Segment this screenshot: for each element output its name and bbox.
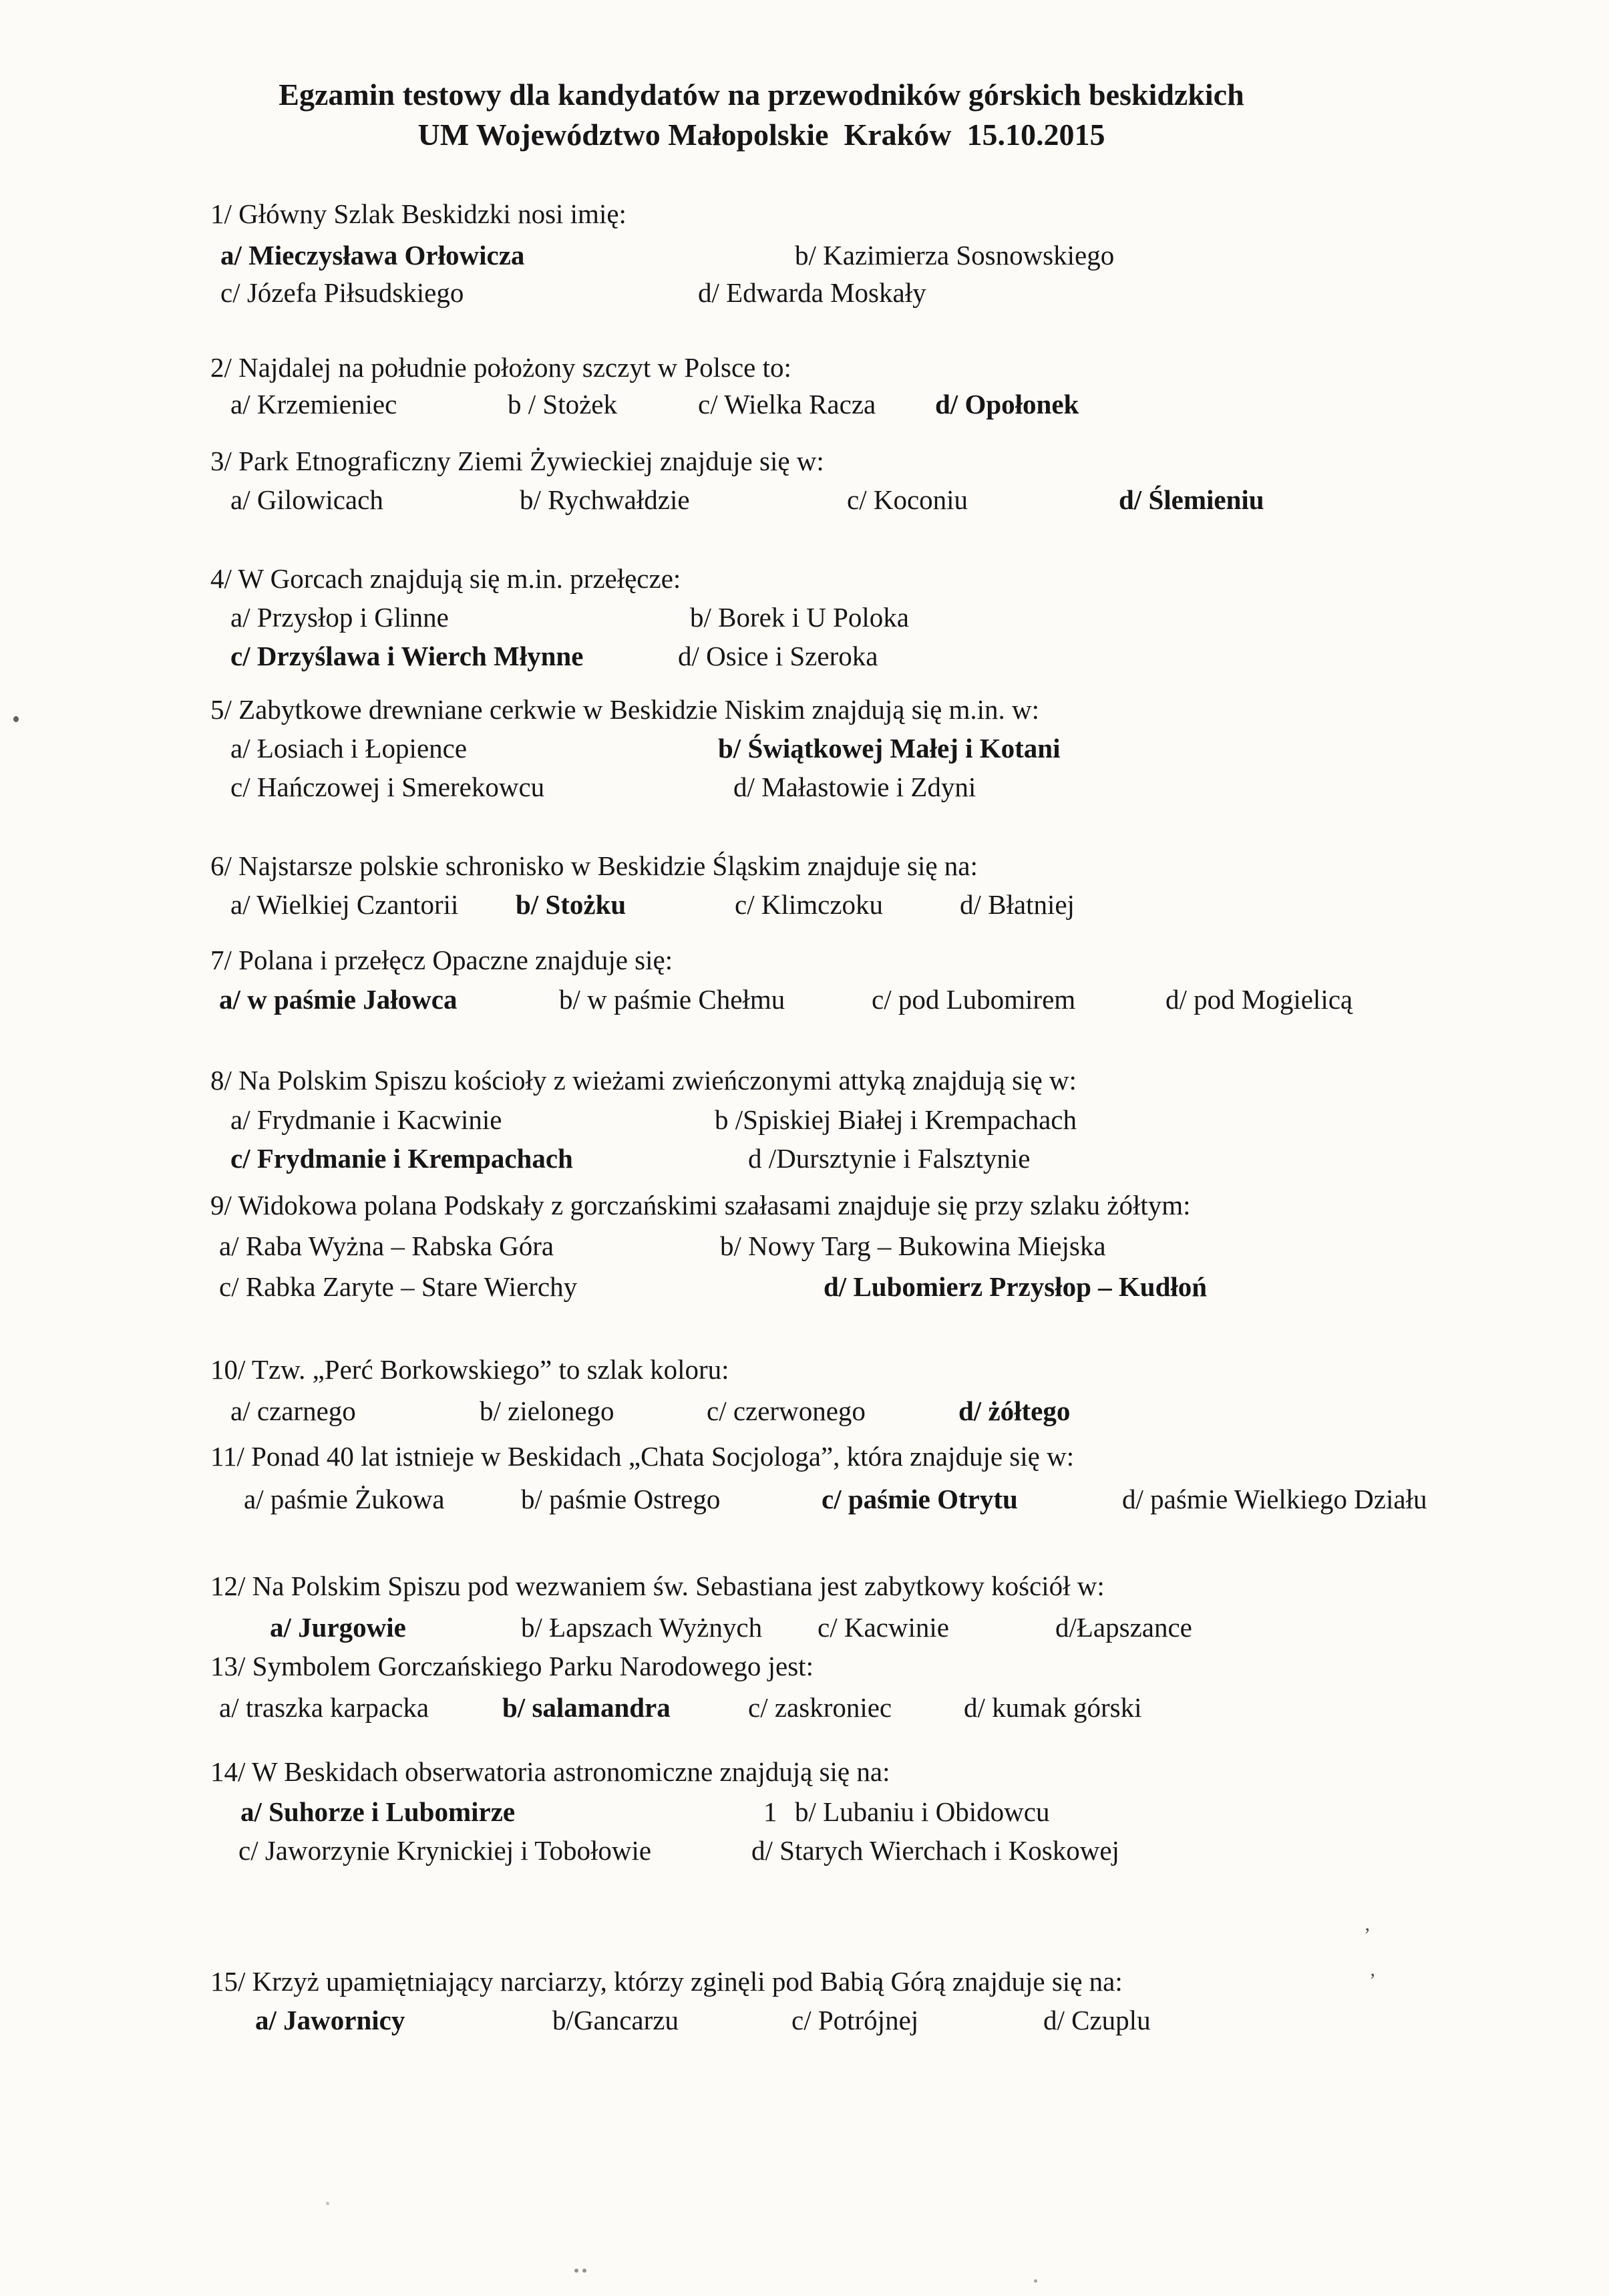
question-13-option-d: d/ kumak górski [964, 1692, 1142, 1723]
question-14-option-b: b/ Lubaniu i Obidowcu [795, 1796, 1050, 1827]
question-6-option-c: c/ Klimczoku [735, 889, 884, 920]
question-6-prompt: 6/ Najstarsze polskie schronisko w Beskidzie Śląskim znajduje się na: [210, 850, 978, 881]
question-15-option-b: b/Gancarzu [552, 2005, 679, 2035]
question-7-option-b: b/ w paśmie Chełmu [559, 984, 785, 1015]
question-15-prompt: 15/ Krzyż upamiętniający narciarzy, którzy zginęli pod Babią Górą znajduje się na: [210, 1966, 1123, 1997]
question-12-option-d: d/Łapszance [1055, 1612, 1192, 1643]
question-2-option-a: a/ Krzemieniec [230, 389, 397, 420]
question-11-option-c: c/ paśmie Otrytu [822, 1484, 1018, 1514]
scan-speck [574, 2269, 578, 2273]
question-1-option-a: a/ Mieczysława Orłowicza [220, 240, 525, 271]
scan-speck: ’ [1364, 1924, 1371, 1946]
question-5-option-b: b/ Świątkowej Małej i Kotani [718, 733, 1061, 764]
question-12-option-c: c/ Kacwinie [818, 1612, 949, 1643]
question-14-prompt: 14/ W Beskidach obserwatoria astronomiczne znajdują się na: [210, 1756, 890, 1787]
question-3-option-a: a/ Gilowicach [230, 484, 383, 515]
question-9-option-d: d/ Lubomierz Przysłop – Kudłoń [824, 1271, 1208, 1302]
question-11-option-a: a/ paśmie Żukowa [244, 1484, 445, 1514]
question-5-option-c: c/ Hańczowej i Smerekowcu [230, 772, 545, 802]
question-6-option-b: b/ Stożku [516, 889, 627, 920]
question-7-option-d: d/ pod Mogielicą [1166, 984, 1353, 1015]
question-15-option-c: c/ Potrójnej [791, 2005, 919, 2035]
question-11-prompt: 11/ Ponad 40 lat istnieje w Beskidach „Chata Socjologa”, która znajduje się w: [210, 1441, 1075, 1472]
question-8-option-b: b /Spiskiej Białej i Krempachach [715, 1104, 1077, 1135]
question-8-option-d: d /Dursztynie i Falsztynie [748, 1143, 1031, 1174]
scan-speck [13, 716, 19, 722]
question-8-prompt: 8/ Na Polskim Spiszu kościoły z wieżami zwieńczonymi attyką znajdują się w: [210, 1065, 1077, 1096]
question-1-option-c: c/ Józefa Piłsudskiego [220, 277, 464, 308]
question-9-option-a: a/ Raba Wyżna – Rabska Góra [219, 1231, 554, 1261]
question-9-prompt: 9/ Widokowa polana Podskały z gorczańskimi szałasami znajduje się przy szlaku żółtym: [210, 1190, 1191, 1220]
exam-title-line2: UM Województwo Małopolskie Kraków 15.10.2015 [417, 118, 1105, 152]
question-13-option-c: c/ zaskroniec [748, 1692, 892, 1723]
question-1-prompt: 1/ Główny Szlak Beskidzki nosi imię: [210, 198, 627, 229]
question-10-option-c: c/ czerwonego [707, 1396, 866, 1426]
question-10-prompt: 10/ Tzw. „Perć Borkowskiego” to szlak koloru: [210, 1354, 729, 1385]
question-6-option-a: a/ Wielkiej Czantorii [230, 889, 459, 920]
question-15-option-d: d/ Czuplu [1043, 2005, 1151, 2035]
scan-speck [326, 2202, 329, 2205]
question-4-option-d: d/ Osice i Szeroka [678, 641, 878, 671]
question-11-option-d: d/ paśmie Wielkiego Działu [1122, 1484, 1427, 1514]
question-2-prompt: 2/ Najdalej na południe położony szczyt w Polsce to: [210, 352, 791, 383]
question-2-option-c: c/ Wielka Racza [698, 389, 876, 420]
question-5-option-a: a/ Łosiach i Łopience [230, 733, 468, 764]
question-12-option-b: b/ Łapszach Wyżnych [521, 1612, 763, 1643]
question-8-option-a: a/ Frydmanie i Kacwinie [230, 1104, 502, 1135]
question-12-option-a: a/ Jurgowie [270, 1612, 406, 1643]
question-9-option-b: b/ Nowy Targ – Bukowina Miejska [720, 1231, 1106, 1261]
question-4-prompt: 4/ W Gorcach znajdują się m.in. przełęcze: [210, 563, 681, 594]
question-14-option-d: d/ Starych Wierchach i Koskowej [751, 1835, 1119, 1866]
question-14-stray-mark: 1 [763, 1796, 777, 1827]
question-4-option-c: c/ Drzyślawa i Wierch Młynne [230, 641, 584, 671]
question-10-option-d: d/ żółtego [958, 1396, 1071, 1426]
question-6-option-d: d/ Błatniej [960, 889, 1075, 920]
question-3-prompt: 3/ Park Etnograficzny Ziemi Żywieckiej znajduje się w: [210, 446, 824, 476]
question-13-option-b: b/ salamandra [502, 1692, 671, 1723]
question-7-option-c: c/ pod Lubomirem [872, 984, 1076, 1015]
question-8-option-c: c/ Frydmanie i Krempachach [230, 1143, 573, 1174]
question-4-option-a: a/ Przysłop i Glinne [230, 602, 449, 633]
scan-speck [1034, 2279, 1037, 2283]
question-15-option-a: a/ Jawornicy [255, 2005, 405, 2035]
question-11-option-b: b/ paśmie Ostrego [521, 1484, 721, 1514]
question-10-option-b: b/ zielonego [480, 1396, 614, 1426]
question-3-option-d: d/ Ślemieniu [1119, 484, 1264, 515]
question-5-option-d: d/ Małastowie i Zdyni [733, 772, 976, 802]
question-7-option-a: a/ w paśmie Jałowca [219, 984, 458, 1015]
exam-title-line1: Egzamin testowy dla kandydatów na przewodników górskich beskidzkich [279, 77, 1244, 112]
question-2-option-d: d/ Opołonek [935, 389, 1079, 420]
scan-speck [582, 2269, 586, 2273]
scan-speck: ’ [1369, 1969, 1376, 1991]
question-1-option-b: b/ Kazimierza Sosnowskiego [795, 240, 1115, 271]
question-13-prompt: 13/ Symbolem Gorczańskiego Parku Narodowego jest: [210, 1651, 814, 1681]
question-3-option-c: c/ Koconiu [847, 484, 968, 515]
question-12-prompt: 12/ Na Polskim Spiszu pod wezwaniem św. Sebastiana jest zabytkowy kościół w: [210, 1571, 1105, 1601]
question-2-option-b: b / Stożek [508, 389, 617, 420]
question-4-option-b: b/ Borek i U Poloka [690, 602, 909, 633]
question-14-option-a: a/ Suhorze i Lubomirze [240, 1796, 516, 1827]
question-7-prompt: 7/ Polana i przełęcz Opaczne znajduje się: [210, 945, 673, 975]
question-5-prompt: 5/ Zabytkowe drewniane cerkwie w Beskidzie Niskim znajdują się m.in. w: [210, 694, 1040, 725]
question-14-option-c: c/ Jaworzynie Krynickiej i Tobołowie [238, 1835, 652, 1866]
question-13-option-a: a/ traszka karpacka [219, 1692, 429, 1723]
question-10-option-a: a/ czarnego [230, 1396, 356, 1426]
question-1-option-d: d/ Edwarda Moskały [698, 277, 926, 308]
question-3-option-b: b/ Rychwałdzie [520, 484, 690, 515]
question-9-option-c: c/ Rabka Zaryte – Stare Wierchy [219, 1271, 578, 1302]
